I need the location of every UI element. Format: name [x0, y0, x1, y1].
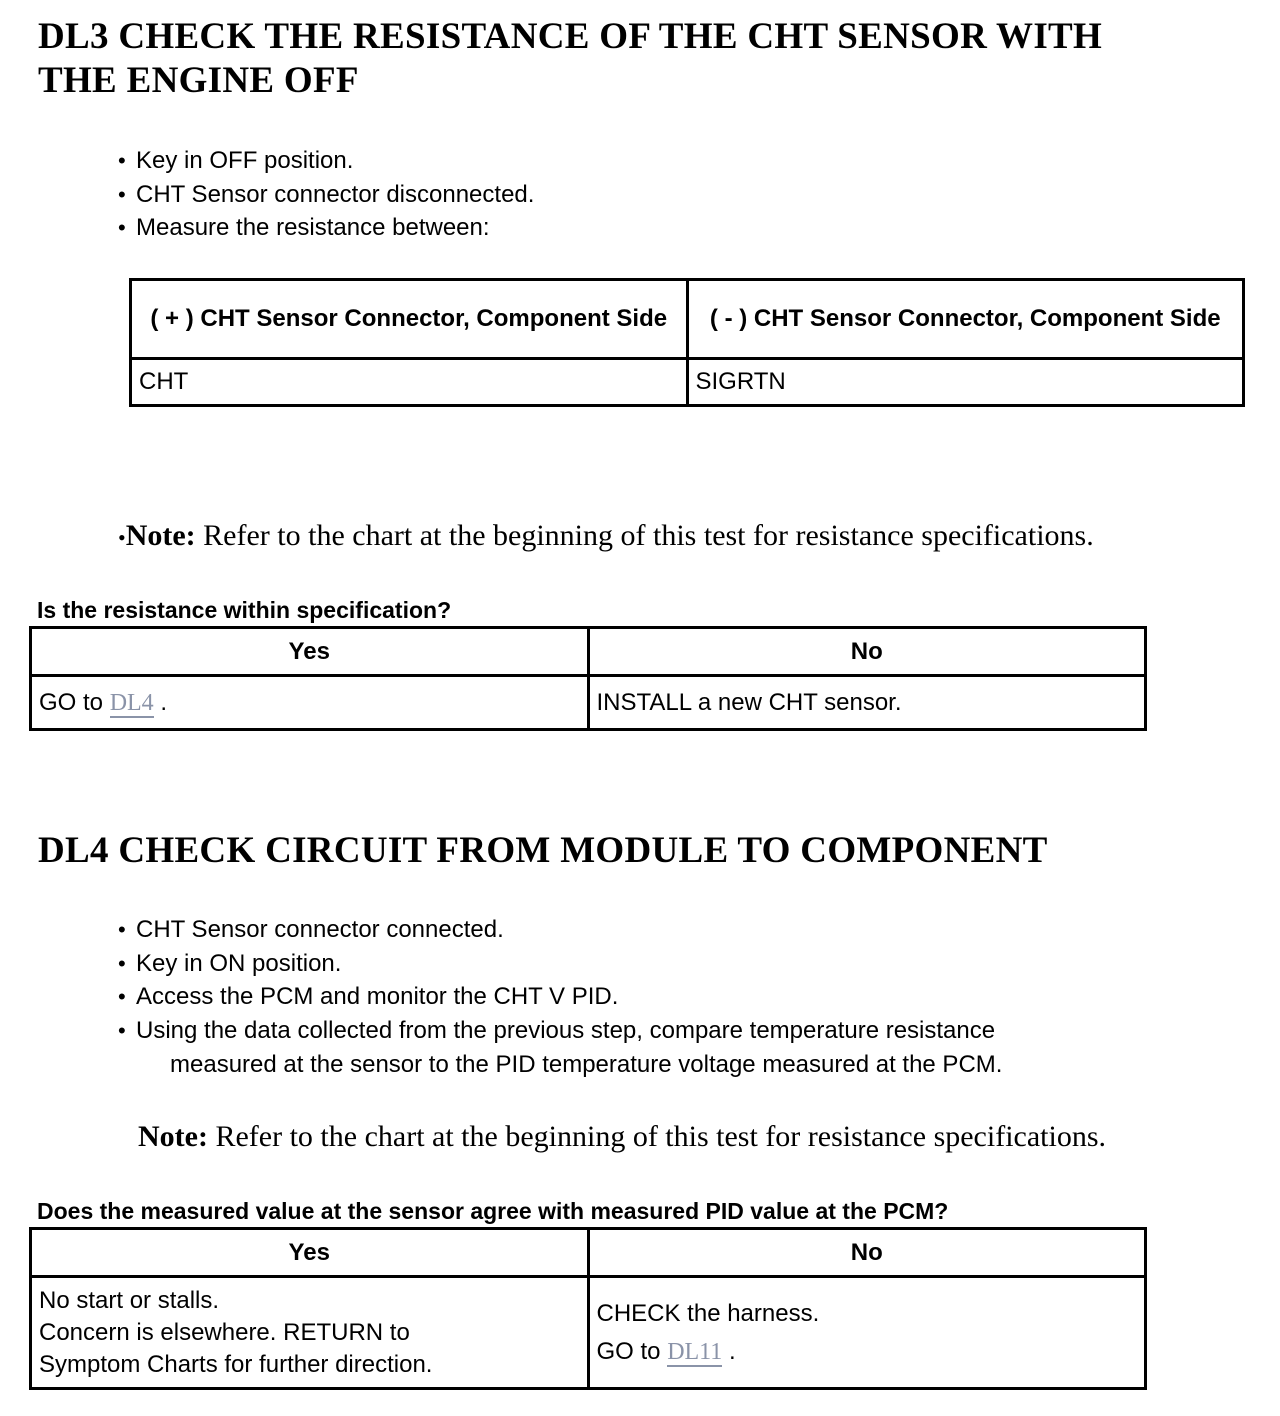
no-line2	[597, 1333, 1138, 1371]
bullet4-line2: measured at the sensor to the PID temperature voltage measured at the PCM.	[170, 1050, 1003, 1078]
table-header-positive: ( + ) CHT Sensor Connector, Component Side	[131, 280, 688, 359]
yes-line3: Symptom Charts for further direction.	[39, 1350, 433, 1378]
note-label: Note:	[138, 1120, 208, 1153]
dl3-note	[118, 518, 1094, 556]
no-cell: INSTALL a new CHT sensor.	[588, 676, 1146, 730]
dl4-question: Does the measured value at the sensor agree with measured PID value at the PCM?	[37, 1198, 949, 1224]
dl3-heading-line2: THE ENGINE OFF	[38, 60, 359, 101]
yes-header: Yes	[31, 628, 589, 676]
no-prefix: GO to	[596, 1337, 668, 1365]
list-item: • CHT Sensor connector connected.	[118, 913, 1002, 947]
dl3-heading-line1: DL3 CHECK THE RESISTANCE OF THE CHT SENSOR WITH	[38, 16, 1103, 57]
yes-line1: No start or stalls.	[39, 1286, 220, 1314]
dl4-heading: DL4 CHECK CIRCUIT FROM MODULE TO COMPONENT	[38, 830, 1048, 871]
dl4-bullet-list	[118, 913, 1002, 1082]
list-item: • CHT Sensor connector disconnected.	[118, 178, 534, 212]
list-item	[118, 1014, 1002, 1081]
table-header-negative: ( - ) CHT Sensor Connector, Component Side	[687, 280, 1244, 359]
table-cell-negative: SIGRTN	[687, 359, 1244, 406]
note-text: Refer to the chart at the beginning of this test for resistance specifications.	[207, 1120, 1107, 1153]
bullet-dot: •	[118, 525, 126, 551]
list-item: • Key in OFF position.	[118, 144, 534, 178]
yes-cell	[31, 1277, 589, 1389]
yes-suffix: .	[153, 688, 168, 716]
dl3-bullet-list	[118, 144, 534, 245]
dl3-heading	[38, 15, 1102, 103]
dl4-note	[138, 1119, 1106, 1155]
dl3-answer-table	[29, 626, 1147, 731]
dl4-link[interactable]: DL4	[109, 689, 154, 716]
note-label: Note:	[125, 519, 196, 552]
list-item: • Measure the resistance between:	[118, 211, 534, 245]
no-line1: CHECK the harness.	[596, 1299, 820, 1327]
dl3-measure-table	[129, 278, 1245, 407]
table-cell-positive: CHT	[131, 359, 688, 406]
bullet4-line1: Using the data collected from the previous step, compare temperature resistance	[136, 1017, 996, 1045]
yes-cell	[31, 676, 589, 730]
dl4-answer-table	[29, 1227, 1147, 1390]
dl11-link[interactable]: DL11	[667, 1338, 723, 1365]
note-text: Refer to the chart at the beginning of this test for resistance specifications.	[195, 519, 1094, 552]
no-header: No	[588, 628, 1146, 676]
no-suffix: .	[722, 1337, 736, 1365]
yes-line2: Concern is elsewhere. RETURN to	[39, 1318, 410, 1346]
list-item: • Access the PCM and monitor the CHT V PID.	[118, 980, 1002, 1014]
no-header: No	[588, 1229, 1146, 1277]
yes-header: Yes	[31, 1229, 589, 1277]
yes-prefix: GO to	[39, 688, 110, 716]
list-item: • Key in ON position.	[118, 947, 1002, 981]
dl3-question: Is the resistance within specification?	[37, 597, 452, 623]
no-cell	[588, 1277, 1146, 1389]
